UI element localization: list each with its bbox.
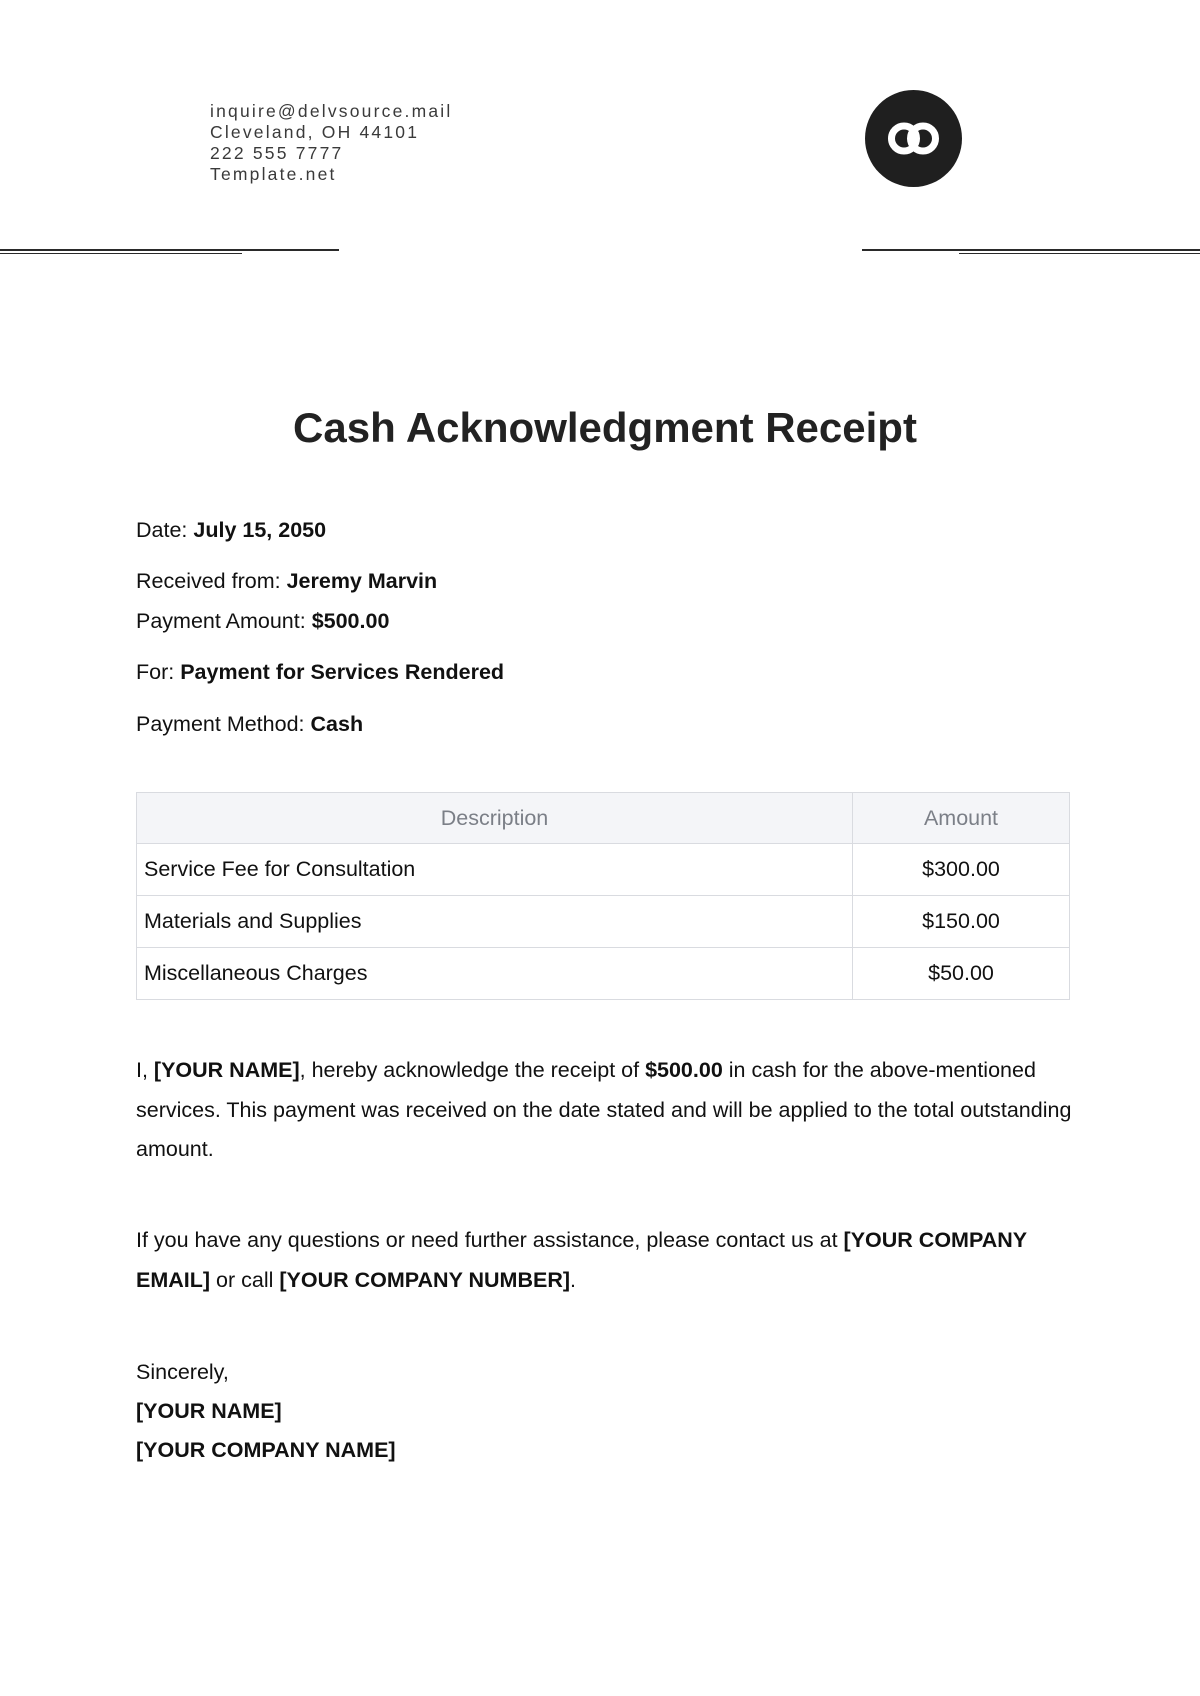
- for-field: [136, 658, 504, 686]
- contact-text: If you have any questions or need further assistance, please contact us at: [136, 1228, 844, 1252]
- date-value: July 15, 2050: [193, 518, 327, 542]
- payment-method-value: Cash: [310, 712, 364, 736]
- table-row: [137, 896, 1070, 948]
- amount-header: Amount: [853, 793, 1070, 844]
- payment-amount-value: $500.00: [311, 609, 390, 633]
- contact-block: [210, 101, 452, 185]
- row-amount: $50.00: [853, 948, 1070, 1000]
- payment-method-field: [136, 710, 363, 738]
- header-rule-left-bottom: [0, 253, 242, 254]
- signer-name: [YOUR NAME]: [136, 1399, 282, 1423]
- for-value: Payment for Services Rendered: [180, 660, 505, 684]
- payment-amount-field: [136, 607, 389, 635]
- table-header-row: [137, 793, 1070, 844]
- header-rule-left-top: [0, 249, 339, 251]
- signer-company: [YOUR COMPANY NAME]: [136, 1438, 396, 1462]
- header-rule-right-bottom: [959, 253, 1200, 254]
- received-from-label: Received from:: [136, 569, 281, 593]
- table-row: [137, 844, 1070, 896]
- company-email-placeholder: [YOUR COMPANY EMAIL]: [136, 1228, 1027, 1292]
- contact-text: .: [570, 1267, 576, 1292]
- contact-phone: 222 555 7777: [210, 143, 344, 163]
- acknowledgment-text: in cash for the above-mentioned services. This payment was received on the date stated and will be applied to the total outstanding amount.: [136, 1058, 1072, 1161]
- contact-address: Cleveland, OH 44101: [210, 122, 420, 142]
- for-label: For:: [136, 660, 175, 684]
- row-description: Service Fee for Consultation: [137, 844, 853, 896]
- row-description: Materials and Supplies: [137, 896, 853, 948]
- description-header: Description: [137, 793, 853, 844]
- items-table: [136, 792, 1070, 1000]
- page-title: Cash Acknowledgment Receipt: [293, 404, 917, 451]
- interlocking-rings-icon: [865, 90, 962, 187]
- acknowledgment-amount: $500.00: [645, 1058, 723, 1082]
- received-from-field: [136, 567, 437, 595]
- row-description: Miscellaneous Charges: [137, 948, 853, 1000]
- date-field: [136, 516, 326, 544]
- row-amount: $300.00: [853, 844, 1070, 896]
- company-number-placeholder: [YOUR COMPANY NUMBER]: [279, 1267, 571, 1292]
- sign-off: Sincerely,: [136, 1360, 229, 1384]
- acknowledgment-text: , hereby acknowledge the receipt of: [299, 1058, 646, 1082]
- closing-block: [136, 1353, 396, 1470]
- table-row: [137, 948, 1070, 1000]
- acknowledgment-text: I,: [136, 1058, 154, 1082]
- company-logo: [865, 90, 962, 187]
- payment-method-label: Payment Method:: [136, 712, 305, 736]
- row-amount: $150.00: [853, 896, 1070, 948]
- contact-email: inquire@delvsource.mail: [210, 101, 453, 121]
- acknowledgment-name: [YOUR NAME]: [153, 1058, 300, 1082]
- acknowledgment-paragraph: [136, 1051, 1076, 1170]
- contact-website: Template.net: [210, 164, 337, 184]
- contact-text: or call: [210, 1267, 280, 1292]
- date-label: Date:: [136, 518, 188, 542]
- payment-amount-label: Payment Amount:: [136, 609, 306, 633]
- received-from-value: Jeremy Marvin: [286, 569, 438, 593]
- header-rule-right-top: [862, 249, 1200, 251]
- contact-paragraph: [136, 1221, 1076, 1300]
